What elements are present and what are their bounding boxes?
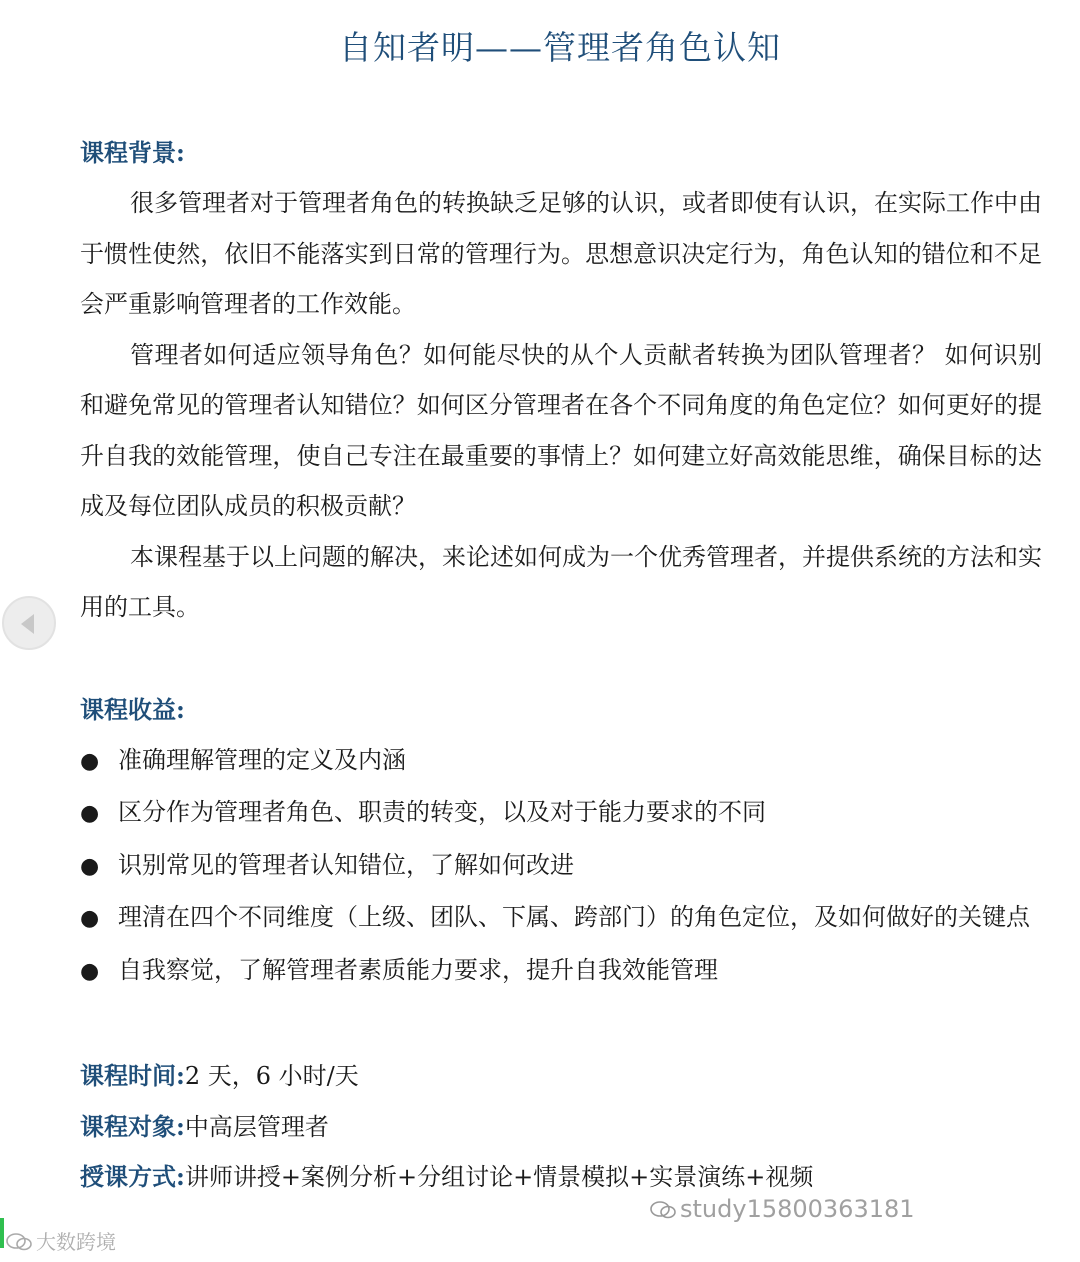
chevron-left-icon xyxy=(16,611,42,637)
bullet-icon: ● xyxy=(80,748,100,774)
watermark-left-text: 大数跨境 xyxy=(36,1230,116,1254)
benefit-text: 理清在四个不同维度（上级、团队、下属、跨部门）的角色定位，及如何做好的关键点 xyxy=(118,903,1030,931)
watermark-right xyxy=(650,1195,915,1223)
previous-page-button[interactable] xyxy=(2,596,56,650)
benefit-text: 识别常见的管理者认知错位，了解如何改进 xyxy=(118,850,574,879)
background-paragraph: 管理者如何适应领导角色？如何能尽快的从个人贡献者转换为团队管理者？ 如何识别和避免常见的管理者认知错位？如何区分管理者在各个不同角度的角色定位？如何更好的提升自我的效能管理，使自己专注在最重要的事情上？如何建立好高效能思维，确保目标的达成及每位团队成员的积极贡献？ xyxy=(80,340,1042,520)
benefit-text: 区分作为管理者角色、职责的转变，以及对于能力要求的不同 xyxy=(118,798,766,826)
background-paragraph: 很多管理者对于管理者角色的转换缺乏足够的认识，或者即使有认识，在实际工作中由于惯性使然，依旧不能落实到日常的管理行为。思想意识决定行为，角色认知的错位和不足会严重影响管理者的工作效能。 xyxy=(80,189,1042,318)
course-time-label: 课程时间: xyxy=(80,1061,185,1090)
watermark-left xyxy=(6,1226,116,1255)
page-title: 自知者明——管理者角色认知 xyxy=(339,28,781,67)
course-content xyxy=(80,128,1042,1203)
course-audience-label: 课程对象: xyxy=(80,1111,185,1141)
course-method-value: 讲师讲授+案例分析+分组讨论+情景模拟+实景演练+视频 xyxy=(184,1163,814,1191)
course-method-label: 授课方式: xyxy=(80,1162,185,1191)
list-item xyxy=(80,787,1042,840)
benefits-heading: 课程收益: xyxy=(80,694,185,724)
course-time-row xyxy=(80,1051,1042,1102)
edge-indicator xyxy=(0,1218,4,1248)
bullet-icon: ● xyxy=(80,958,100,984)
background-heading: 课程背景: xyxy=(80,138,185,167)
course-audience-value: 中高层管理者 xyxy=(184,1112,329,1141)
watermark-right-text: study15800363181 xyxy=(680,1195,915,1223)
list-item xyxy=(80,840,1042,893)
bullet-icon: ● xyxy=(80,853,100,879)
benefit-text: 自我察觉，了解管理者素质能力要求，提升自我效能管理 xyxy=(118,955,718,984)
wechat-icon xyxy=(6,1232,32,1252)
course-audience-row xyxy=(80,1102,1042,1153)
benefits-list xyxy=(80,735,1042,998)
list-item xyxy=(80,945,1042,998)
list-item xyxy=(80,892,1042,945)
background-paragraph: 本课程基于以上问题的解决，来论述如何成为一个优秀管理者，并提供系统的方法和实用的工具。 xyxy=(80,542,1042,621)
course-time-value: 2 天，6 小时/天 xyxy=(184,1062,359,1090)
wechat-icon xyxy=(650,1200,676,1220)
list-item xyxy=(80,735,1042,788)
benefit-text: 准确理解管理的定义及内涵 xyxy=(118,745,406,774)
bullet-icon: ● xyxy=(80,801,100,826)
bullet-icon: ● xyxy=(80,906,100,931)
